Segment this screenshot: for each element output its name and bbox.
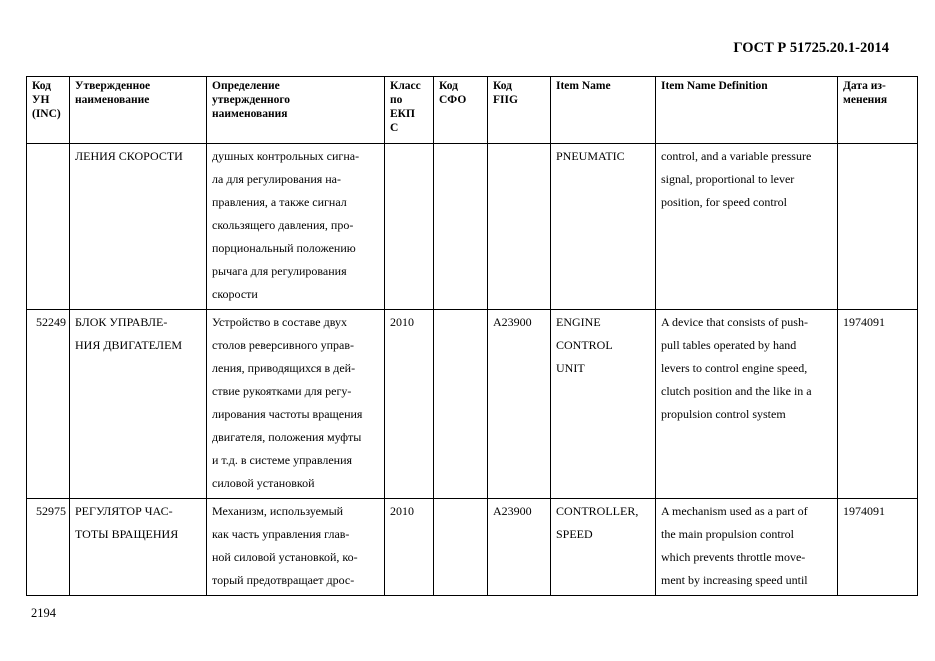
cell-change-date <box>838 144 918 310</box>
cell-inc: 52249 <box>27 310 70 499</box>
cell-fiig <box>488 144 551 310</box>
table-row <box>27 144 918 310</box>
cell-class <box>385 144 434 310</box>
cell-approved-name: БЛОК УПРАВЛЕ- НИЯ ДВИГАТЕЛЕМ <box>70 310 207 499</box>
cell-change-date: 1974091 <box>838 310 918 499</box>
header-class: Класс по ЕКП С <box>385 77 434 144</box>
header-change-date: Дата из- менения <box>838 77 918 144</box>
cell-sfo <box>434 310 488 499</box>
cell-class: 2010 <box>385 310 434 499</box>
page-number: 2194 <box>31 606 56 620</box>
cell-item-definition: control, and a variable pressure signal, proportional to lever position, for speed control <box>656 144 838 310</box>
header-item-name-definition: Item Name Definition <box>656 77 838 144</box>
cell-item-name: PNEUMATIC <box>551 144 656 310</box>
cell-class: 2010 <box>385 499 434 596</box>
cell-sfo <box>434 144 488 310</box>
cell-inc: 52975 <box>27 499 70 596</box>
table-row <box>27 499 918 596</box>
terms-table <box>26 76 918 596</box>
header-sfo: Код СФО <box>434 77 488 144</box>
cell-approved-name: РЕГУЛЯТОР ЧАС- ТОТЫ ВРАЩЕНИЯ <box>70 499 207 596</box>
cell-definition: Устройство в составе двух столов реверсивного управ- ления, приводящихся в дей- ствие рукоятками для регу- лирования частоты вращения двигателя, положения муфты и т.д. в системе управления силовой установкой <box>207 310 385 499</box>
header-item-name: Item Name <box>551 77 656 144</box>
cell-change-date: 1974091 <box>838 499 918 596</box>
cell-sfo <box>434 499 488 596</box>
standard-title: ГОСТ Р 51725.20.1-2014 <box>733 40 889 56</box>
cell-item-name: ENGINE CONTROL UNIT <box>551 310 656 499</box>
cell-item-name: CONTROLLER, SPEED <box>551 499 656 596</box>
cell-fiig: A23900 <box>488 499 551 596</box>
table-row <box>27 310 918 499</box>
header-inc: Код УН (INC) <box>27 77 70 144</box>
header-approved-name: Утвержденное наименование <box>70 77 207 144</box>
header-fiig: Код FIIG <box>488 77 551 144</box>
cell-definition: душных контрольных сигна- ла для регулирования на- правления, а также сигнал скользящего давления, про- порциональный положению рычага для регулирования скорости <box>207 144 385 310</box>
cell-item-definition: A mechanism used as a part of the main propulsion control which prevents throttle move- ment by increasing speed until <box>656 499 838 596</box>
cell-approved-name: ЛЕНИЯ СКОРОСТИ <box>70 144 207 310</box>
cell-definition: Механизм, используемый как часть управления глав- ной силовой установкой, ко- торый предотвращает дрос- <box>207 499 385 596</box>
header-definition: Определение утвержденного наименования <box>207 77 385 144</box>
cell-item-definition: A device that consists of push- pull tables operated by hand levers to control engine speed, clutch position and the like in a propulsion control system <box>656 310 838 499</box>
table-header-row <box>27 77 918 144</box>
cell-fiig: A23900 <box>488 310 551 499</box>
cell-inc <box>27 144 70 310</box>
